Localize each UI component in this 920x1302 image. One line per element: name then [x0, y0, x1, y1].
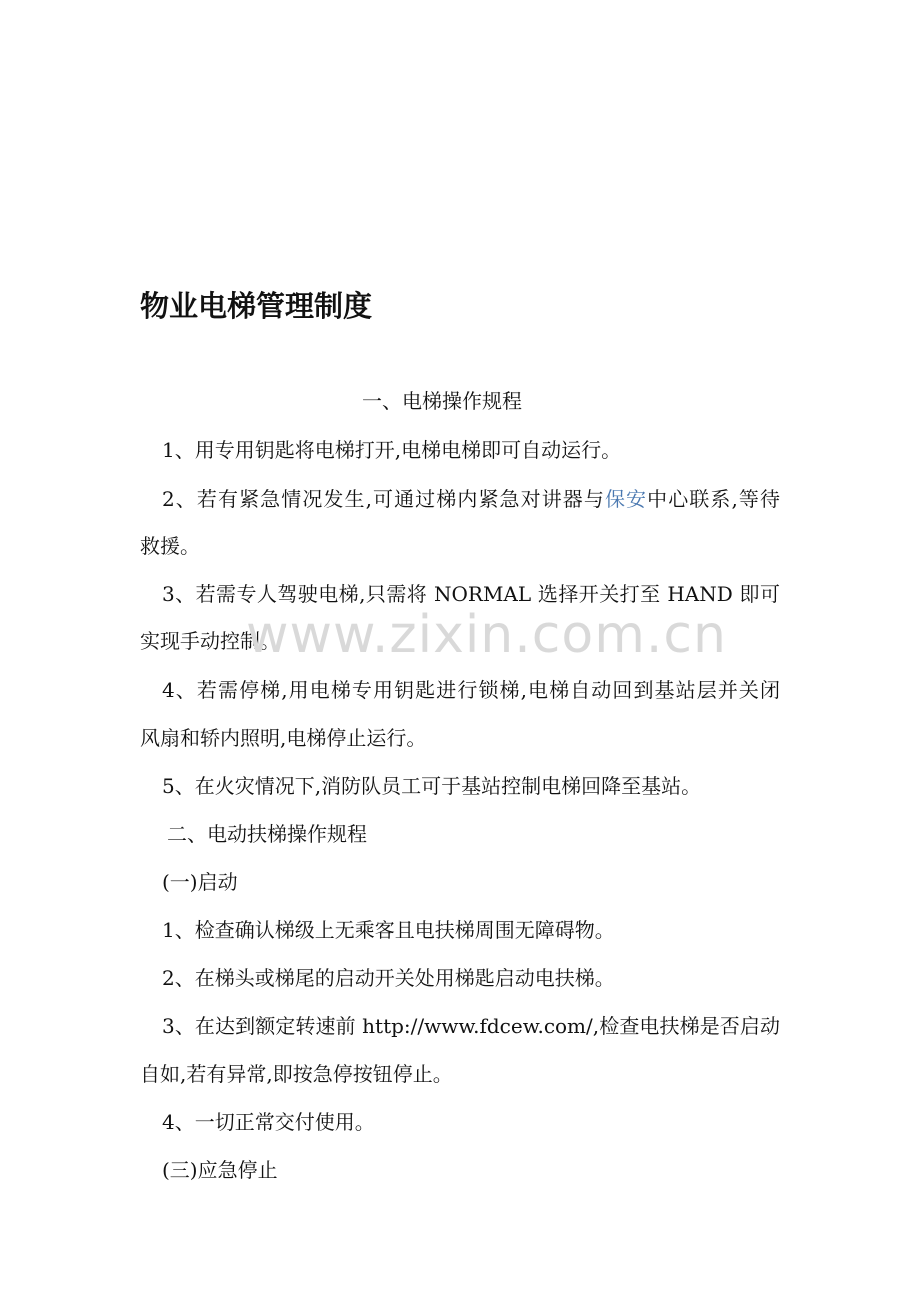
paragraph-s1-item5: 5、在火灾情况下,消防队员工可于基站控制电梯回降至基站。 [162, 774, 702, 798]
paragraph-s1-item1: 1、用专用钥匙将电梯打开,电梯电梯即可自动运行。 [162, 438, 622, 462]
paragraph-s1-item2-continuation: 救援。 [140, 534, 200, 558]
section-heading-escalator: 二、电动扶梯操作规程 [167, 822, 367, 846]
paragraph-s2-item2: 2、在梯头或梯尾的启动开关处用梯匙启动电扶梯。 [162, 966, 615, 990]
subheading-start: (一)启动 [162, 870, 238, 894]
subheading-emergency-stop: (三)应急停止 [162, 1158, 278, 1182]
s1-item2-text-b: 中心联系,等待 [647, 487, 780, 511]
section-heading-elevator: 一、电梯操作规程 [362, 389, 522, 413]
site-watermark: www.zixin.com.cn [246, 605, 727, 665]
paragraph-s2-item3-continuation: 自如,若有异常,即按急停按钮停止。 [140, 1062, 453, 1086]
paragraph-s1-item3: 3、若需专人驾驶电梯,只需将 NORMAL 选择开关打至 HAND 即可 [162, 582, 780, 606]
paragraph-s1-item4: 4、若需停梯,用电梯专用钥匙进行锁梯,电梯自动回到基站层并关闭 [162, 678, 780, 702]
security-link-text[interactable]: 保安 [604, 487, 648, 511]
paragraph-s1-item2 [162, 487, 780, 511]
paragraph-s1-item4-continuation: 风扇和轿内照明,电梯停止运行。 [140, 726, 427, 750]
paragraph-s2-item3: 3、在达到额定转速前 http://www.fdcew.com/,检查电扶梯是否启动 [162, 1014, 780, 1038]
s1-item2-text-a: 2、若有紧急情况发生,可通过梯内紧急对讲器与 [162, 487, 605, 511]
document-title: 物业电梯管理制度 [140, 289, 373, 323]
paragraph-s2-item1: 1、检查确认梯级上无乘客且电扶梯周围无障碍物。 [162, 918, 615, 942]
paragraph-s1-item3-continuation: 实现手动控制。 [140, 629, 280, 653]
paragraph-s2-item4: 4、一切正常交付使用。 [162, 1110, 375, 1134]
